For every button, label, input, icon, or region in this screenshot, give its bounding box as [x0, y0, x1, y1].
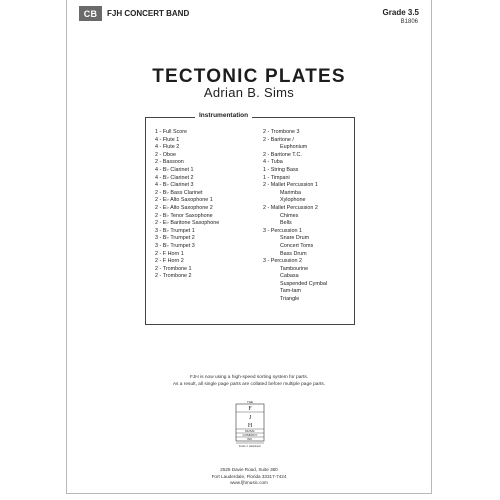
instrument-part: 2 - Baritone / [263, 136, 294, 143]
logo-letter: J [248, 415, 252, 421]
instrument-part: 3 - B♭ Trumpet 2 [155, 235, 195, 242]
notice-line: As a result, all single page parts are collated before multiple page parts. [172, 382, 326, 387]
logo-text: INC. [247, 437, 253, 441]
instrument-part: 4 - B♭ Clarinet 3 [155, 182, 194, 189]
instrument-part: 3 - B♭ Trumpet 3 [155, 242, 195, 249]
instrument-part: 4 - B♭ Clarinet 2 [155, 174, 194, 181]
instrument-subpart: Suspended Cymbal [280, 280, 328, 287]
instrument-subpart: Tam-tam [280, 288, 301, 295]
piece-title: TECTONIC PLATES [152, 66, 346, 87]
instrument-subpart: Snare Drum [280, 235, 310, 242]
instrumentation-column-left [155, 129, 219, 281]
publisher-address [66, 467, 432, 487]
instrument-subpart: Marimba [280, 189, 301, 196]
instrument-subpart: Cabasa [280, 273, 299, 280]
logo-text: MUSIC [245, 429, 255, 433]
instrument-part: 4 - B♭ Clarinet 1 [155, 166, 194, 173]
instrumentation-heading: Instrumentation [195, 112, 252, 119]
logo-text: THE [247, 400, 253, 404]
logo-text: COMPANY [242, 433, 258, 437]
series-badge: CB [79, 6, 102, 21]
instrument-part: 3 - B♭ Trumpet 1 [155, 227, 195, 234]
instrument-part: 1 - String Bass [263, 166, 299, 173]
composer-name: Adrian B. Sims [203, 85, 295, 100]
instrument-part: 1 - Full Score [155, 129, 188, 135]
notice-line: FJH is now using a high-speed sorting system for parts. [189, 375, 309, 380]
instrument-part: 2 - F Horn 2 [155, 258, 184, 265]
website[interactable]: www.fjhmusic.com [230, 480, 268, 485]
instrument-subpart: Bass Drum [280, 250, 307, 257]
instrument-part: 3 - Percussion 2 [263, 258, 302, 265]
instrument-part: 2 - Trombone 1 [155, 265, 192, 272]
series-name: FJH CONCERT BAND [107, 9, 190, 18]
instrument-part: 2 - Mallet Percussion 1 [263, 182, 318, 189]
instrument-subpart: Euphonium [280, 144, 308, 151]
instrument-part: 2 - Oboe [155, 151, 176, 158]
logo-letter: H [247, 423, 253, 429]
instrumentation-column-right [263, 129, 327, 304]
instrument-part: 2 - E♭ Baritone Saxophone [155, 220, 220, 227]
instrument-part: 2 - Baritone T.C. [263, 151, 302, 158]
instrument-part: 3 - Percussion 1 [263, 227, 302, 234]
instrument-part: 2 - B♭ Tenor Saxophone [155, 212, 213, 219]
instrument-part: 2 - B♭ Bass Clarinet [155, 189, 203, 196]
instrument-part: 2 - E♭ Alto Saxophone 2 [155, 204, 213, 211]
grade-level: Grade 3.5 [382, 8, 419, 17]
instrument-subpart: Tambourine [280, 265, 309, 272]
logo-letter: F [248, 406, 252, 412]
instrument-part: 4 - Flute 1 [155, 136, 180, 143]
instrument-part: 2 - F Horn 1 [155, 250, 184, 257]
instrument-part: 2 - Trombone 3 [263, 129, 300, 135]
address-line: 2525 Davie Road, Suite 360 [220, 467, 278, 472]
instrument-part: 2 - Bassoon [155, 159, 184, 166]
catalog-number: B1806 [400, 19, 418, 25]
instrument-subpart: Concert Toms [280, 242, 314, 249]
address-line: Fort Lauderdale, Florida 33317-7424 [211, 473, 287, 479]
instrument-subpart: Triangle [280, 296, 300, 303]
logo-tagline: Frank J. Hackinson [238, 445, 262, 448]
instrument-part: 2 - Mallet Percussion 2 [263, 204, 318, 211]
instrument-subpart: Bells [280, 220, 292, 227]
instrument-part: 2 - E♭ Alto Saxophone 1 [155, 197, 213, 204]
fjh-logo [233, 400, 267, 448]
instrument-part: 4 - Flute 2 [155, 144, 180, 151]
instrument-subpart: Chimes [280, 212, 299, 219]
sorting-notice [66, 374, 432, 388]
instrument-subpart: Xylophone [280, 197, 306, 204]
instrument-part: 4 - Tuba [263, 159, 283, 166]
instrument-part: 2 - Trombone 2 [155, 273, 192, 280]
instrument-part: 1 - Timpani [263, 174, 290, 181]
